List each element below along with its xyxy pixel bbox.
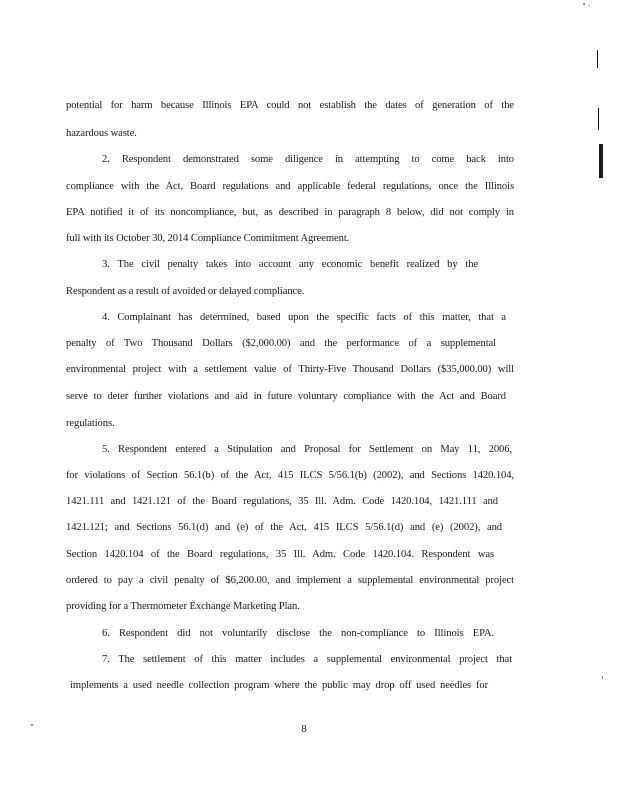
paragraph-5-line-3: 1421.111 and 1421.121 of the Board regulations, 35 Ill. Adm. Code 1420.104, 1421.111 and [66,496,498,507]
paragraph-4-line-5: regulations. [66,418,115,429]
scan-mark-upper [598,108,599,130]
paragraph-4-line-4: serve to deter further violations and aid in future voluntary compliance with the Act and Board [66,391,506,402]
paragraph-5-line-5: Section 1420.104 of the Board regulations, 35 Ill. Adm. Code 1420.104. Respondent was [66,549,494,560]
scan-speck-1 [583,3,585,5]
paragraph-2-line-4: full with its October 30, 2014 Compliance Commitment Agreement. [66,233,350,244]
page-number: 8 [301,724,307,735]
paragraph-7-line-2: implements a used needle collection program where the public may drop off used needles for [70,680,488,691]
paragraph-4-line-1: 4. Complainant has determined, based upon the specific facts of this matter, that a [102,312,506,323]
paragraph-2-line-1: 2. Respondent demonstrated some diligence in attempting to come back into [102,154,514,165]
scan-speck-3 [602,676,603,679]
paragraph-4-line-3: environmental project with a settlement value of Thirty-Five Thousand Dollars ($35,000.00) will [66,364,514,375]
paragraph-6-line-1: 6. Respondent did not voluntarily disclose the non-compliance to Illinois EPA. [102,628,494,639]
body-line-2: hazardous waste. [66,128,137,139]
paragraph-2-line-3: EPA notified it of its noncompliance, but, as described in paragraph 8 below, did not comply in [66,207,514,218]
paragraph-3-line-1: 3. The civil penalty takes into account any economic benefit realized by the [102,259,478,270]
paragraph-5-line-7: providing for a Thermometer Exchange Marketing Plan. [66,601,300,612]
paragraph-5-line-1: 5. Respondent entered a Stipulation and Proposal for Settlement on May 11, 2006, [102,444,512,455]
paragraph-3-line-2: Respondent as a result of avoided or delayed compliance. [66,286,305,297]
body-line-1: potential for harm because Illinois EPA could not establish the dates of generation of the [66,100,514,111]
paragraph-2-line-2: compliance with the Act, Board regulations and applicable federal regulations, once the Illinois [66,181,514,192]
paragraph-4-line-2: penalty of Two Thousand Dollars ($2,000.00) and the performance of a supplemental [66,338,496,349]
scan-speck-4 [31,724,33,726]
scan-mark-top [597,50,598,68]
paragraph-5-line-2: for violations of Section 56.1(b) of the Act, 415 ILCS 5/56.1(b) (2002), and Sections 1420.104, [66,470,514,481]
scan-speck-2 [589,5,590,6]
paragraph-5-line-6: ordered to pay a civil penalty of $6,200.00, and implement a supplemental environmental project [66,575,514,586]
scan-mark-bar [599,144,603,178]
paragraph-7-line-1: 7. The settlement of this matter includes a supplemental environmental project that [102,654,512,665]
paragraph-5-line-4: 1421.121; and Sections 56.1(d) and (e) of the Act, 415 ILCS 5/56.1(d) and (e) (2002), and [66,522,502,533]
